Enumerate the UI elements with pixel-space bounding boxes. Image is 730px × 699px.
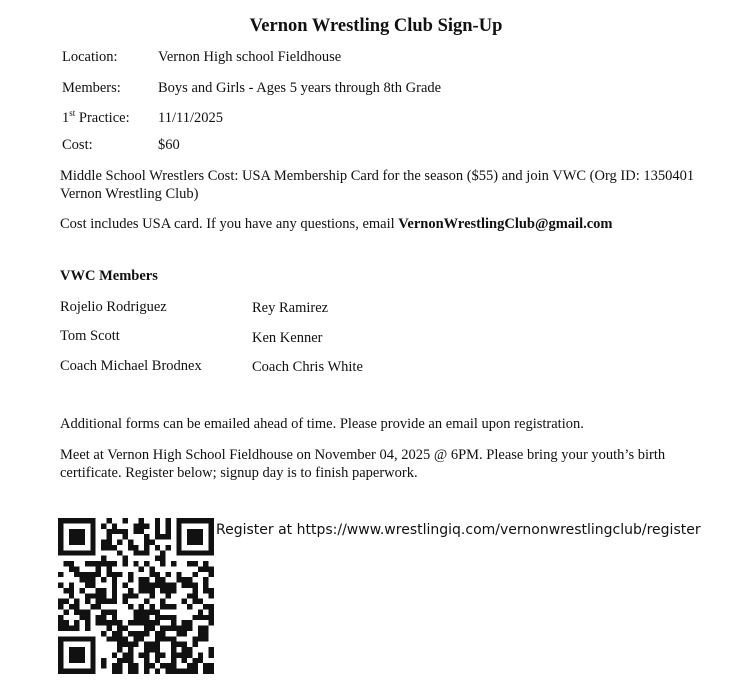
page-title: Vernon Wrestling Club Sign-Up (249, 16, 503, 36)
cost-note (60, 215, 700, 233)
cost-label: Cost: (62, 137, 93, 153)
cost-value: $60 (158, 137, 180, 153)
meeting-note: Meet at Vernon High School Fieldhouse on November 04, 2025 @ 6PM. Please bring your youth’s birth certificate. Register below; signup day is to finish paperwork. (60, 447, 666, 481)
members-value: Boys and Girls - Ages 5 years through 8th Grade (158, 80, 442, 96)
member-right-1: Rey Ramirez (252, 300, 329, 316)
first-practice-value: 11/11/2025 (158, 109, 223, 126)
members-row (62, 80, 441, 97)
first-practice-number: 1 (62, 109, 70, 126)
register-link[interactable]: Register at https://www.wrestlingiq.com/vernonwrestlingclub/register (216, 522, 701, 538)
members-section-title: VWC Members (60, 268, 158, 284)
member-right-3: Coach Chris White (252, 359, 363, 375)
member-left-1: Rojelio Rodriguez (60, 299, 167, 315)
location-label: Location: (62, 49, 118, 65)
member-right-2: Ken Kenner (252, 330, 323, 346)
first-practice-row (62, 108, 223, 127)
location-row (62, 49, 341, 66)
contact-email[interactable]: VernonWrestlingClub@gmail.com (398, 216, 613, 232)
location-value: Vernon High school Fieldhouse (158, 49, 342, 65)
first-practice-label (62, 108, 158, 127)
member-left-2: Tom Scott (60, 328, 120, 344)
first-practice-word: Practice: (75, 109, 130, 126)
first-practice-ordinal: st (69, 108, 76, 118)
cost-note-text: Cost includes USA card. If you have any questions, email (60, 216, 399, 232)
cost-row (62, 137, 180, 154)
qr-code-icon[interactable] (58, 518, 214, 674)
additional-forms-note: Additional forms can be emailed ahead of time. Please provide an email upon registration. (60, 416, 584, 432)
middle-school-note: Middle School Wrestlers Cost: USA Membership Card for the season ($55) and join VWC (Org ID: 1350401 Vernon Wrestling Club) (60, 168, 695, 202)
members-label: Members: (62, 80, 121, 96)
member-left-3: Coach Michael Brodnex (60, 358, 202, 374)
